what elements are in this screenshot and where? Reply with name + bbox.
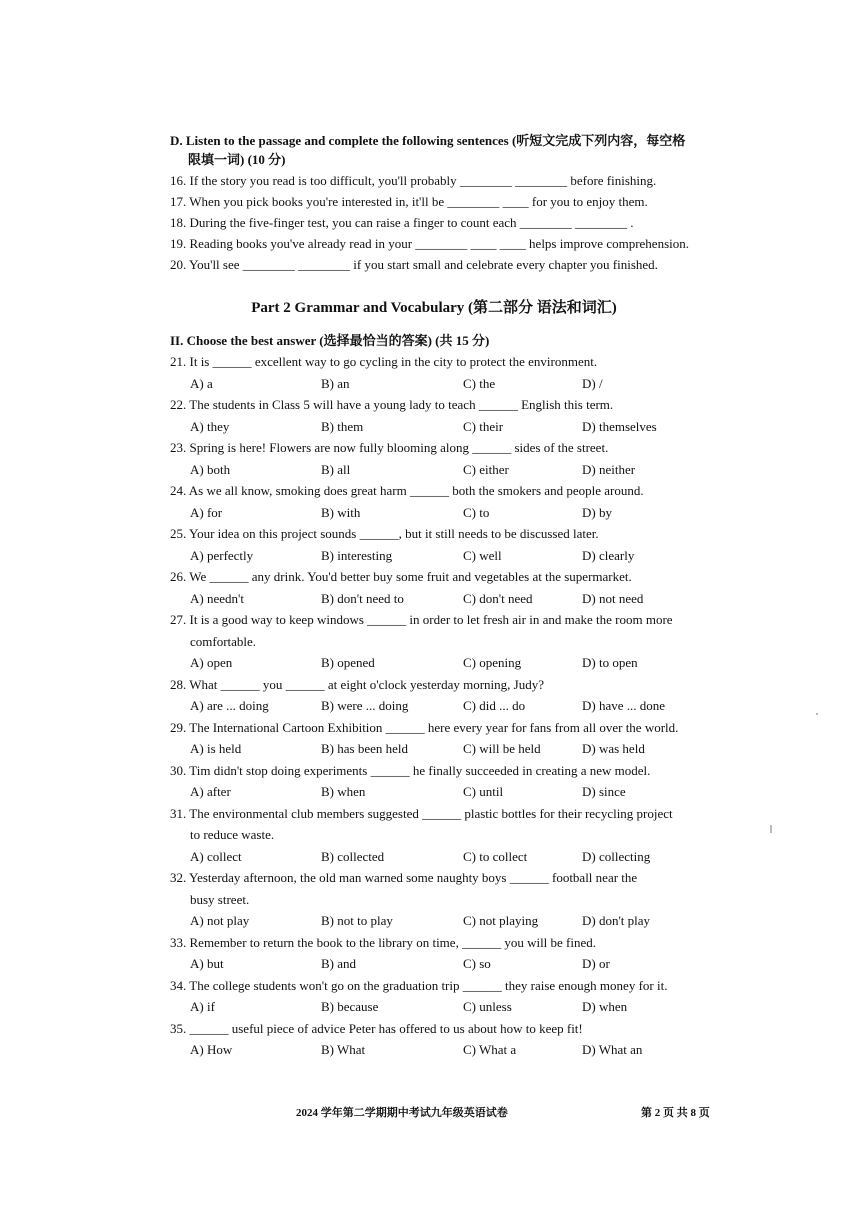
answer-option-a: A) not play	[190, 913, 250, 928]
answer-option-b: B) and	[321, 956, 357, 971]
answer-option-c: C) will be held	[463, 741, 541, 756]
answer-option-d: D) neither	[582, 462, 636, 477]
answer-option-a: A) perfectly	[190, 548, 254, 563]
answer-option-d: D) themselves	[582, 419, 657, 434]
answer-option-a: A) open	[190, 655, 233, 670]
answer-option-b: B) an	[321, 376, 350, 391]
section-ii-heading: II. Choose the best answer (选择最恰当的答案) (共 15 分)	[170, 333, 490, 348]
question-stem: 31. The environmental club members suggested ______ plastic bottles for their recycling project	[170, 806, 673, 821]
question-stem: 30. Tim didn't stop doing experiments ______ he finally succeeded in creating a new model.	[170, 763, 651, 778]
answer-option-c: C) not playing	[463, 913, 539, 928]
scan-mark	[816, 713, 818, 715]
answer-option-a: A) collect	[190, 849, 242, 864]
part-2-title: Part 2 Grammar and Vocabulary (第二部分 语法和词汇)	[251, 300, 617, 316]
answer-option-b: B) because	[321, 999, 379, 1014]
answer-option-c: C) don't need	[463, 591, 533, 606]
answer-option-b: B) were ... doing	[321, 698, 409, 713]
answer-option-d: D) by	[582, 505, 612, 520]
answer-option-c: C) well	[463, 548, 502, 563]
answer-option-c: C) either	[463, 462, 509, 477]
question-stem: 22. The students in Class 5 will have a young lady to teach ______ English this term.	[170, 397, 614, 412]
answer-option-c: C) to	[463, 505, 490, 520]
answer-option-d: D) What an	[582, 1042, 643, 1057]
answer-option-d: D) don't play	[582, 913, 651, 928]
answer-option-b: B) when	[321, 784, 366, 799]
answer-option-d: D) or	[582, 956, 610, 971]
answer-option-a: A) is held	[190, 741, 242, 756]
answer-option-a: A) they	[190, 419, 230, 434]
answer-option-c: C) unless	[463, 999, 512, 1014]
footer-page-number: 第 2 页 共 8 页	[641, 1107, 710, 1119]
section-d-heading-line1: D. Listen to the passage and complete the following sentences (听短文完成下列内容，每空格	[170, 133, 686, 148]
question-stem: 24. As we all know, smoking does great harm ______ both the smokers and people around.	[170, 483, 644, 498]
answer-option-b: B) interesting	[321, 548, 393, 563]
answer-option-a: A) a	[190, 376, 213, 391]
answer-option-b: B) opened	[321, 655, 375, 670]
answer-option-d: D) since	[582, 784, 626, 799]
question-stem: 27. It is a good way to keep windows ______ in order to let fresh air in and make the room more	[170, 612, 673, 627]
answer-option-a: A) are ... doing	[190, 698, 269, 713]
sentence-17: 17. When you pick books you're interested in, it'll be ________ ____ for you to enjoy them.	[170, 194, 648, 209]
answer-option-b: B) all	[321, 462, 351, 477]
answer-option-b: B) them	[321, 419, 364, 434]
answer-option-a: A) if	[190, 999, 215, 1014]
question-stem-continued: busy street.	[190, 892, 250, 907]
question-stem: 34. The college students won't go on the graduation trip ______ they raise enough money for it.	[170, 978, 668, 993]
answer-option-b: B) don't need to	[321, 591, 404, 606]
answer-option-d: D) have ... done	[582, 698, 666, 713]
answer-option-d: D) collecting	[582, 849, 651, 864]
answer-option-b: B) has been held	[321, 741, 409, 756]
question-stem: 23. Spring is here! Flowers are now fully blooming along ______ sides of the street.	[170, 440, 609, 455]
answer-option-c: C) their	[463, 419, 504, 434]
question-stem: 29. The International Cartoon Exhibition ______ here every year for fans from all over the world.	[170, 720, 679, 735]
question-stem: 35. ______ useful piece of advice Peter has offered to us about how to keep fit!	[170, 1021, 583, 1036]
answer-option-b: B) collected	[321, 849, 385, 864]
sentence-18: 18. During the five-finger test, you can raise a finger to count each ________ ________ .	[170, 215, 634, 230]
answer-option-c: C) until	[463, 784, 504, 799]
answer-option-d: D) clearly	[582, 548, 635, 563]
answer-option-c: C) to collect	[463, 849, 528, 864]
sentence-20: 20. You'll see ________ ________ if you start small and celebrate every chapter you finished.	[170, 257, 658, 272]
answer-option-d: D) /	[582, 376, 603, 391]
answer-option-a: A) after	[190, 784, 231, 799]
answer-option-c: C) opening	[463, 655, 522, 670]
answer-option-a: A) but	[190, 956, 224, 971]
sentence-19: 19. Reading books you've already read in your ________ ____ ____ helps improve comprehension.	[170, 236, 689, 251]
question-stem-continued: to reduce waste.	[190, 827, 275, 842]
scan-mark	[770, 825, 772, 833]
answer-option-b: B) with	[321, 505, 361, 520]
answer-option-b: B) not to play	[321, 913, 393, 928]
answer-option-c: C) What a	[463, 1042, 517, 1057]
section-d-heading-line2: 限填一词) (10 分)	[188, 152, 286, 167]
answer-option-d: D) when	[582, 999, 628, 1014]
question-stem: 25. Your idea on this project sounds ______, but it still needs to be discussed later.	[170, 526, 599, 541]
answer-option-c: C) the	[463, 376, 496, 391]
question-stem-continued: comfortable.	[190, 634, 257, 649]
answer-option-a: A) How	[190, 1042, 233, 1057]
answer-option-c: C) did ... do	[463, 698, 526, 713]
question-stem: 28. What ______ you ______ at eight o'clock yesterday morning, Judy?	[170, 677, 544, 692]
answer-option-d: D) to open	[582, 655, 638, 670]
answer-option-d: D) not need	[582, 591, 644, 606]
answer-option-a: A) for	[190, 505, 223, 520]
question-stem: 33. Remember to return the book to the library on time, ______ you will be fined.	[170, 935, 597, 950]
footer-exam-title: 2024 学年第二学期期中考试九年级英语试卷	[296, 1107, 508, 1119]
question-stem: 21. It is ______ excellent way to go cycling in the city to protect the environment.	[170, 354, 598, 369]
answer-option-c: C) so	[463, 956, 491, 971]
answer-option-a: A) needn't	[190, 591, 244, 606]
answer-option-b: B) What	[321, 1042, 366, 1057]
question-stem: 32. Yesterday afternoon, the old man warned some naughty boys ______ football near the	[170, 870, 638, 885]
sentence-16: 16. If the story you read is too difficult, you'll probably ________ ________ before finishing.	[170, 173, 657, 188]
question-stem: 26. We ______ any drink. You'd better buy some fruit and vegetables at the supermarket.	[170, 569, 632, 584]
answer-option-a: A) both	[190, 462, 231, 477]
answer-option-d: D) was held	[582, 741, 645, 756]
